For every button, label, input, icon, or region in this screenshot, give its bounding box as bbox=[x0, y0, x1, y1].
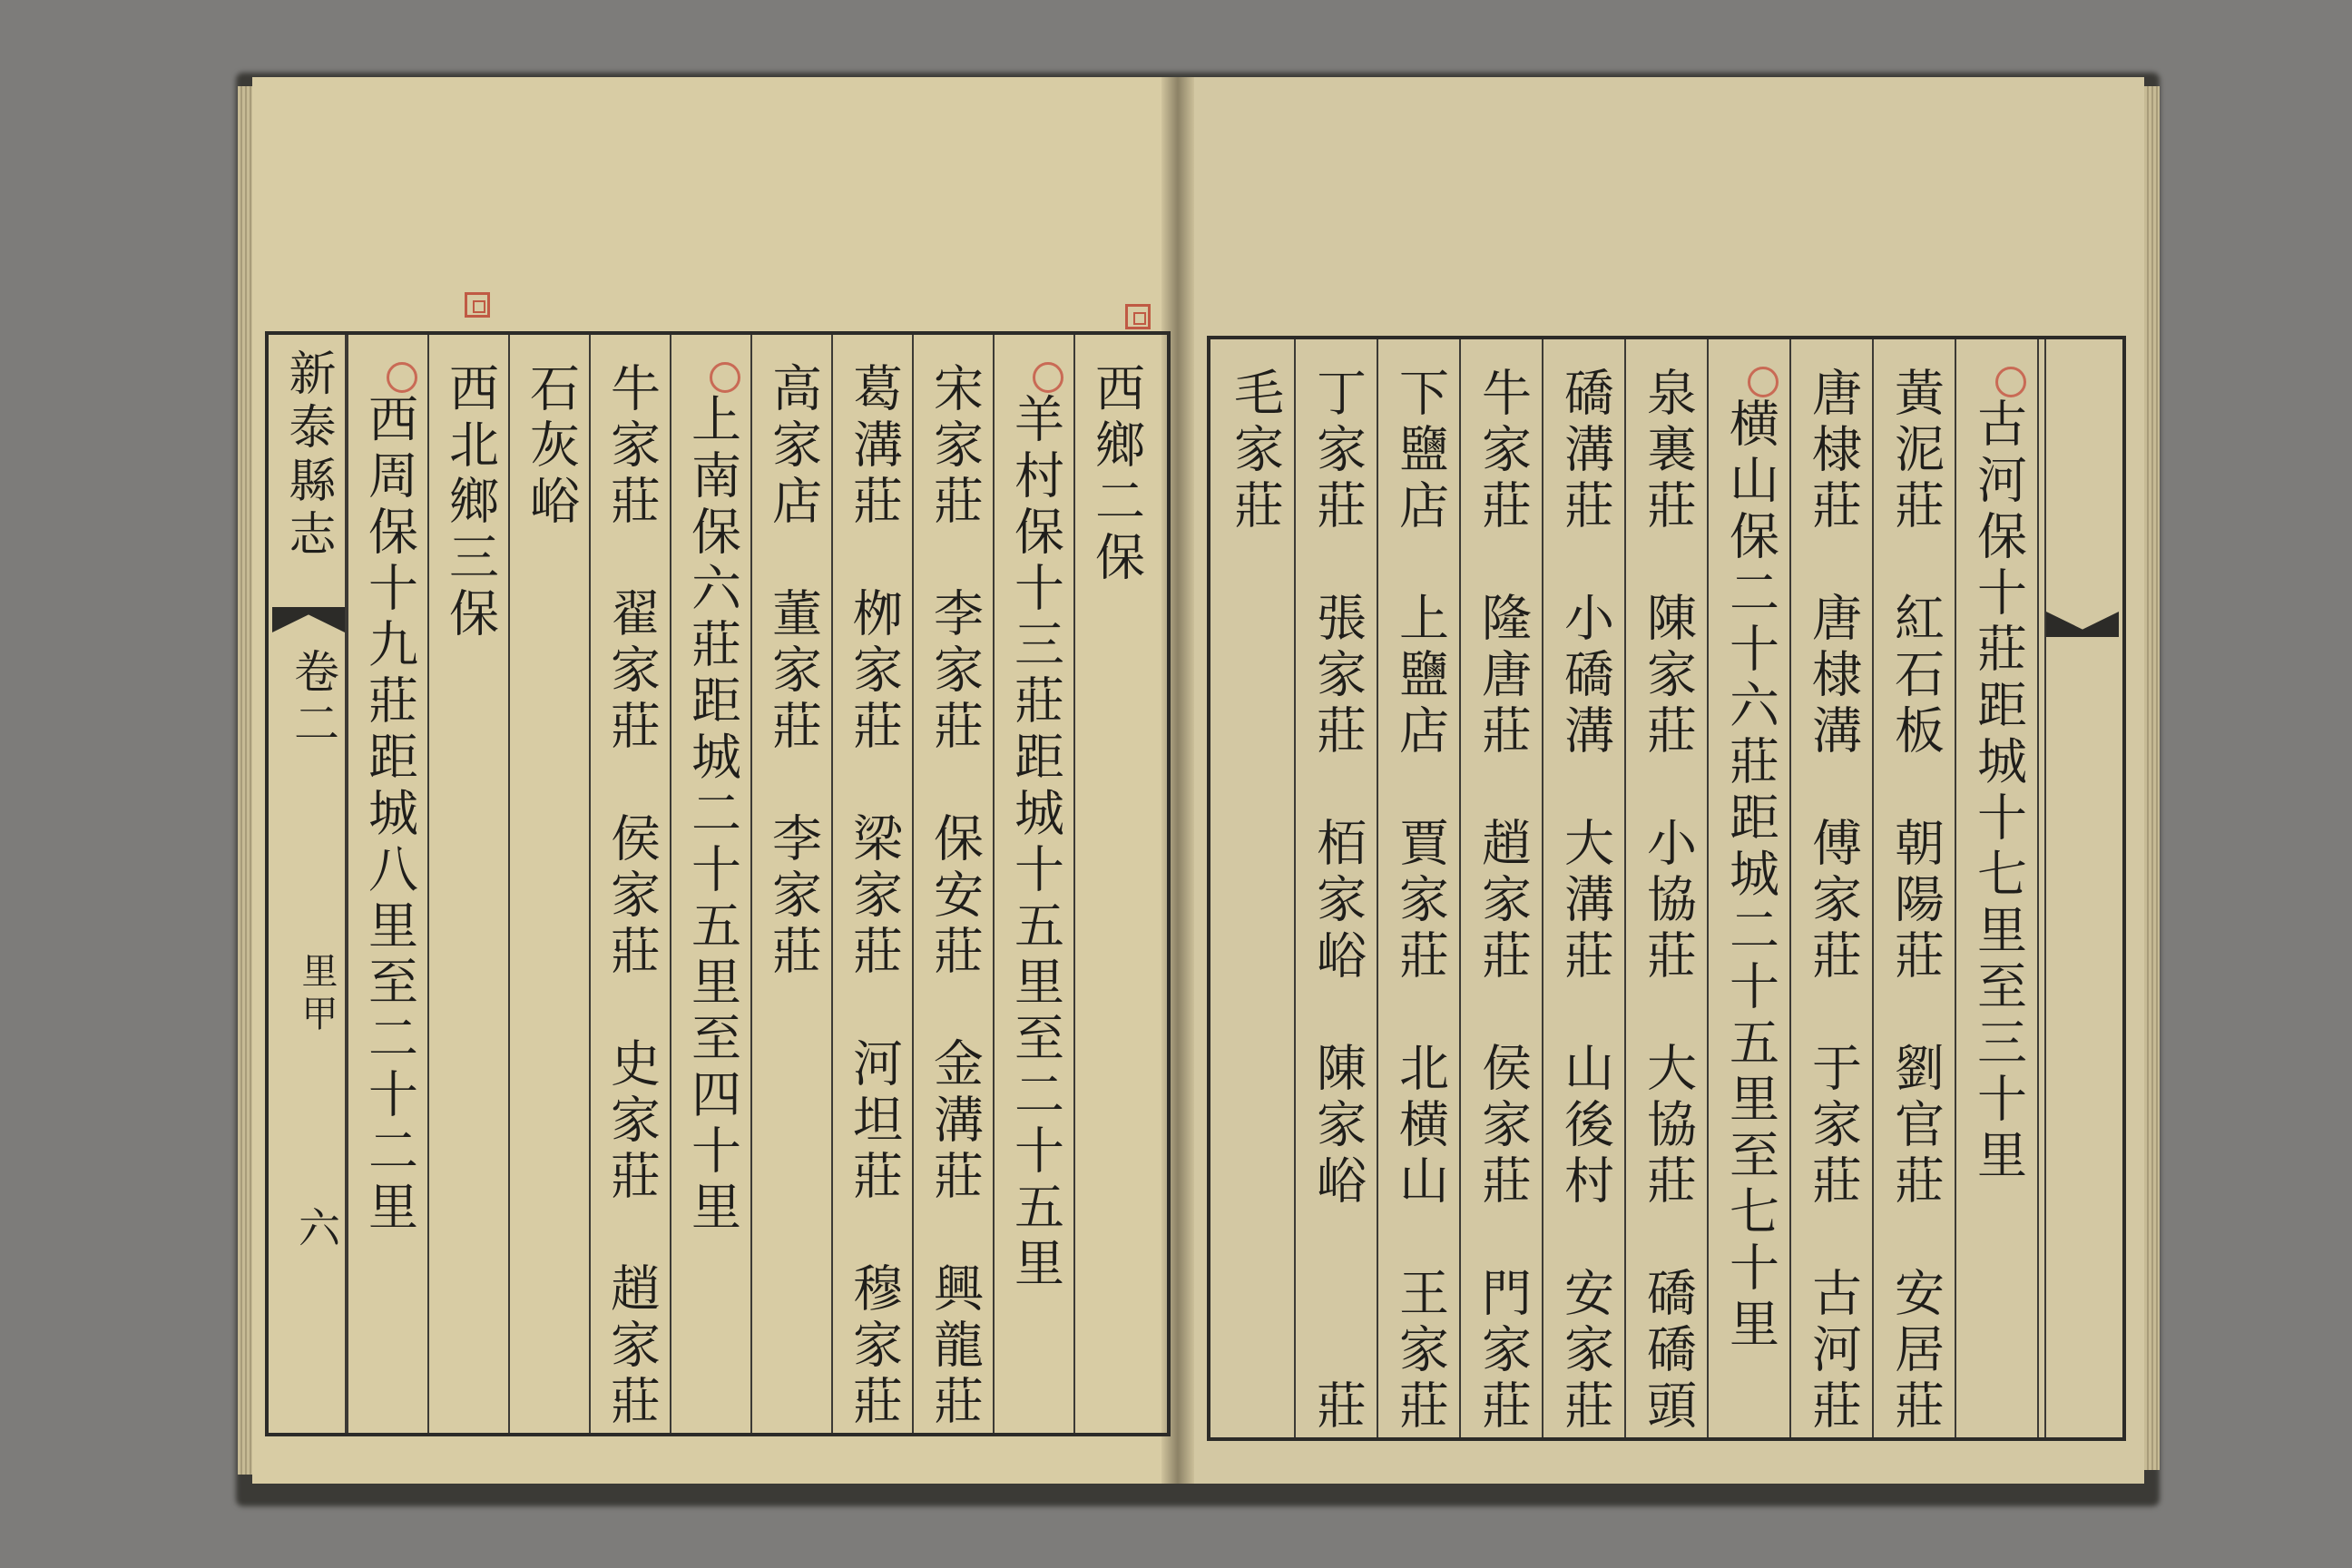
column-text: 丁家莊 張家莊 栢家峪 陳家峪 莊 bbox=[1308, 367, 1367, 1436]
column-text: 西北鄉三保 bbox=[441, 362, 499, 643]
column-text: 石灰峪 bbox=[522, 362, 580, 531]
column-text: 宋家莊 李家莊 保安莊 金溝莊 興龍莊 bbox=[926, 362, 984, 1431]
text-column bbox=[1007, 362, 1063, 1293]
column-text: 毛家莊 bbox=[1226, 367, 1284, 535]
text-column bbox=[1309, 367, 1366, 1436]
fish-tail-mark bbox=[2046, 612, 2119, 637]
circle-marker-icon bbox=[387, 362, 417, 393]
text-column bbox=[1475, 367, 1531, 1436]
text-column bbox=[1227, 367, 1283, 535]
column-rule bbox=[912, 335, 914, 1433]
column-text: 黃泥莊 紅石板 朝陽莊 劉官莊 安居莊 bbox=[1886, 367, 1945, 1436]
column-text: 牛家莊 翟家莊 侯家莊 史家莊 趙家莊 bbox=[603, 362, 661, 1431]
header-title: 新泰縣志 bbox=[280, 348, 335, 563]
column-text: 羊村保十三莊距城十五里至二十五里 bbox=[1006, 393, 1064, 1293]
text-column bbox=[442, 362, 498, 643]
column-rule bbox=[750, 335, 752, 1433]
text-column bbox=[523, 362, 579, 531]
circle-marker-icon bbox=[1033, 362, 1063, 393]
volume-label: 卷二 bbox=[287, 648, 339, 751]
column-text: 下鹽店 上鹽店 賈家莊 北横山 王家莊 bbox=[1391, 367, 1449, 1436]
column-rule bbox=[508, 335, 510, 1433]
text-column bbox=[1805, 367, 1861, 1436]
text-column bbox=[846, 362, 902, 1431]
column-text: 牛家莊 隆唐莊 趙家莊 侯家莊 門家莊 bbox=[1474, 367, 1532, 1436]
column-text: 礄溝莊 小礄溝 大溝莊 山後村 安家莊 bbox=[1556, 367, 1614, 1436]
column-rule bbox=[1542, 339, 1544, 1437]
right-text-frame bbox=[1207, 336, 2126, 1441]
seal-stamp-icon bbox=[465, 292, 490, 318]
banxin-rule bbox=[2044, 339, 2046, 1437]
column-rule bbox=[347, 335, 348, 1433]
column-rule bbox=[670, 335, 671, 1433]
column-text: 横山保二十六莊距城二十五里至七十里 bbox=[1721, 397, 1779, 1354]
column-rule bbox=[993, 335, 995, 1433]
page-number: 六 bbox=[292, 1206, 341, 1254]
text-column bbox=[926, 362, 983, 1431]
text-column bbox=[603, 362, 660, 1431]
column-rule bbox=[831, 335, 833, 1433]
column-rule bbox=[1707, 339, 1709, 1437]
column-text: 葛溝莊 栁家莊 梁家莊 河坦莊 穆家莊 bbox=[845, 362, 903, 1431]
column-text: 唐棣莊 唐棣溝 傅家莊 于家莊 古河莊 bbox=[1804, 367, 1862, 1436]
text-column bbox=[361, 362, 417, 1237]
text-column bbox=[1887, 367, 1944, 1436]
column-text: 西鄉二保 bbox=[1087, 362, 1145, 587]
text-column bbox=[684, 362, 740, 1237]
column-text: 泉裏莊 陳家莊 小協莊 大協莊 礄礄頭 bbox=[1639, 367, 1697, 1436]
column-rule bbox=[427, 335, 429, 1433]
column-rule bbox=[1872, 339, 1874, 1437]
column-text: 上南保六莊距城二十五里至四十里 bbox=[683, 393, 741, 1237]
text-column bbox=[1088, 362, 1144, 587]
column-rule bbox=[1789, 339, 1791, 1437]
column-text: 西周保十九莊距城八里至二十二里 bbox=[360, 393, 418, 1237]
column-rule bbox=[1073, 335, 1075, 1433]
seal-stamp-icon bbox=[1125, 304, 1151, 329]
column-text: 高家店 董家莊 李家莊 bbox=[764, 362, 822, 981]
column-text: 古河保十莊距城十七里至三十里 bbox=[1969, 397, 2027, 1185]
column-rule bbox=[1955, 339, 1956, 1437]
column-rule bbox=[1459, 339, 1461, 1437]
text-column bbox=[1722, 367, 1779, 1354]
column-rule bbox=[1294, 339, 1296, 1437]
text-column bbox=[1970, 367, 2026, 1185]
circle-marker-icon bbox=[710, 362, 740, 393]
text-column bbox=[765, 362, 821, 981]
section-label: 里甲 bbox=[296, 952, 338, 1037]
fish-tail-mark bbox=[272, 607, 345, 632]
text-column bbox=[1392, 367, 1448, 1436]
column-rule bbox=[1377, 339, 1378, 1437]
text-column bbox=[1640, 367, 1696, 1436]
column-rule bbox=[1624, 339, 1626, 1437]
text-column bbox=[1557, 367, 1613, 1436]
left-text-frame bbox=[265, 331, 1171, 1436]
column-rule bbox=[2037, 339, 2039, 1437]
circle-marker-icon bbox=[1995, 367, 2026, 397]
column-rule bbox=[589, 335, 591, 1433]
circle-marker-icon bbox=[1748, 367, 1779, 397]
